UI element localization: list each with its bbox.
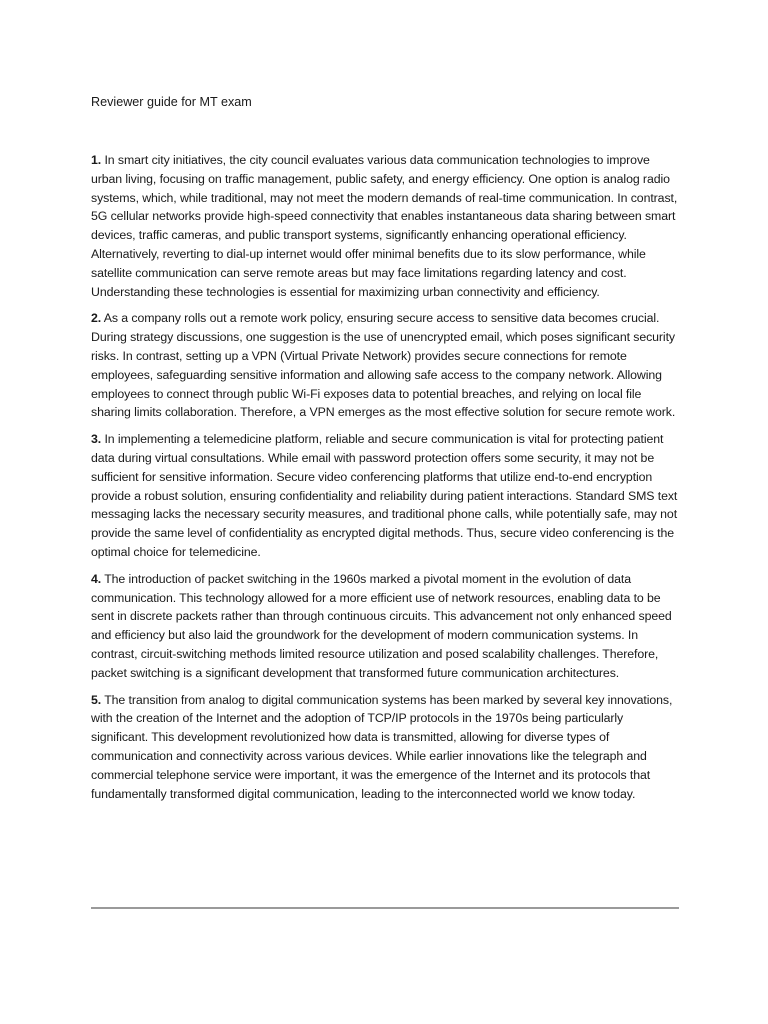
question-paragraph-4 <box>91 570 679 683</box>
question-number: 2. <box>91 311 102 326</box>
question-number: 1. <box>91 153 102 167</box>
question-paragraph-5 <box>91 691 679 804</box>
question-paragraph-1 <box>91 151 679 301</box>
document-body <box>91 151 679 811</box>
question-paragraph-3 <box>91 430 679 562</box>
question-number: 4. <box>91 571 102 586</box>
question-paragraph-2 <box>91 309 679 422</box>
question-text: In smart city initiatives, the city council evaluates various data communication technologies to improve urban living, focusing on traffic management, public safety, and energy efficiency. One option is analog radio systems, which, while traditional, may not meet the modern demands of real-time communication. In contrast, 5G cellular networks provide high-speed connectivity that enables instantaneous data sharing between smart devices, traffic cameras, and public transport systems, significantly enhancing operational efficiency. Alternatively, reverting to dial-up internet would offer minimal benefits due to its slow performance, while satellite communication can serve remote areas but may face limitations regarding latency and cost. Understanding these technologies is essential for maximizing urban connectivity and efficiency. <box>91 153 678 299</box>
document-title: Reviewer guide for MT exam <box>91 95 252 109</box>
question-text: As a company rolls out a remote work policy, ensuring secure access to sensitive data becomes crucial. During strategy discussions, one suggestion is the use of unencrypted email, which poses significant security risks. In contrast, setting up a VPN (Virtual Private Network) provides secure connections for remote employees, safeguarding sensitive information and allowing safe access to the company network. Allowing employees to connect through public Wi-Fi exposes data to potential breaches, and relying on local file sharing limits collaboration. Therefore, a VPN emerges as the most effective solution for secure remote work. <box>91 311 676 420</box>
question-text: The transition from analog to digital communication systems has been marked by several key innovations, with the creation of the Internet and the adoption of TCP/IP protocols in the 1970s being particularly significant. This development revolutionized how data is transmitted, allowing for diverse types of communication and connectivity across various devices. While earlier innovations like the telegraph and commercial telephone service were important, it was the emergence of the Internet and its protocols that fundamentally transformed digital communication, leading to the interconnected world we know today. <box>91 692 673 801</box>
question-text: In implementing a telemedicine platform, reliable and secure communication is vital for protecting patient data during virtual consultations. While email with password protection offers some security, it may not be sufficient for sensitive information. Secure video conferencing platforms that utilize end-to-end encryption provide a robust solution, ensuring confidentiality and reliability during patient interactions. Standard SMS text messaging lacks the necessary security measures, and traditional phone calls, while potentially safe, may not provide the same level of confidentiality as encrypted digital methods. Thus, secure video conferencing is the optimal choice for telemedicine. <box>91 432 678 559</box>
question-number: 3. <box>91 432 102 447</box>
horizontal-divider <box>91 907 679 909</box>
question-number: 5. <box>91 692 102 707</box>
question-text: The introduction of packet switching in the 1960s marked a pivotal moment in the evolution of data communication. This technology allowed for a more efficient use of network resources, enabling data to be sent in discrete packets rather than through continuous circuits. This advancement not only enhanced speed and efficiency but also laid the groundwork for the development of modern communication systems. In contrast, circuit-switching methods limited resource utilization and posed scalability challenges. Therefore, packet switching is a significant development that transformed future communication architectures. <box>91 571 672 680</box>
